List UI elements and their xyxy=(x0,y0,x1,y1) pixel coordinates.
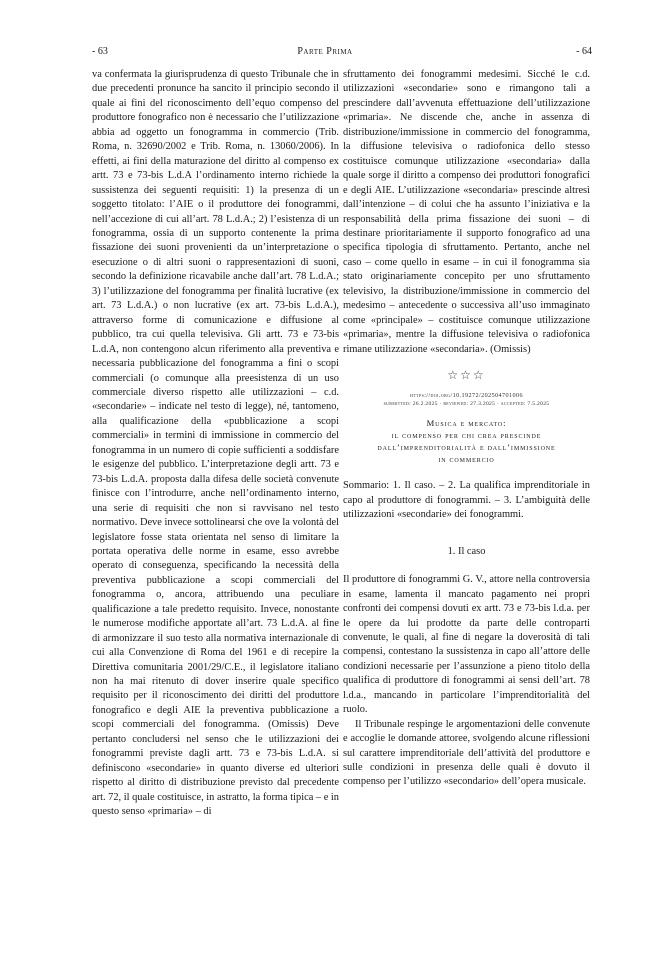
article-summary: Sommario: 1. Il caso. – 2. La qualifica imprenditoriale in capo al produttore di fonogrammi. – 3. L’ambiguità delle utilizzazioni «secondarie» dei fonogrammi. xyxy=(343,480,590,521)
section-break-stars: ☆☆☆ xyxy=(447,368,486,383)
running-head-title: Parte Prima xyxy=(297,46,353,57)
left-column-paragraph: va confermata la giurisprudenza di questo Tribunale che in due precedenti pronunce ha sancito il principio secondo il quale ai fini del riconoscimento dell’equo compenso del produttore fonografico non è necessario che l’utilizzazione abbia ad oggetto un fonogramma in commercio (Trib. Roma, n. 32690/2002 e Trib. Roma, n. 13060/2006). In effetti, ai fini della maturazione del diritto al compenso ex artt. 73 e 73-bis L.d.A l’ordinamento interno richiede la sussistenza dei seguenti requisiti: 1) la presenza di un soggetto titolato: l’AIE o il produttore dei fonogrammi, nell’accezione di cui all’art. 78 L.d.A.; 2) l’esistenza di un fonogramma, ossia di un supporto contenente la prima fissazione dei suoni provenienti da un’interpretazione o esecuzione o di altri suoni o rappresentazioni di suoni, secondo la definizione ricavabile anche dall’art. 78 L.d.A.; 3) l’utilizzazione del fonogramma per finalità lucrative (ex art. 73 L.d.A.) o non lucrative (ex art. 73-bis L.d.A.), attraverso forme di comunicazione e diffusione al pubblico, tra cui quella televisiva. Gli artt. 73 e 73-bis L.d.A, non contengono alcun riferimento alla preventiva e necessaria pubblicazione del fonogramma a fini o scopi commerciali (o comunque alla preesistenza di un uso commerciale diverso rispetto alle utilizzazioni – c.d. «secondarie» – indicate nel testo di legge), né, tantomeno, alla qualificazione della «pubblicazione a scopi commerciali» in termini di immissione in commercio del fonogramma in un numero di copie sufficienti a soddisfare le esigenze del pubblico. L’interpretazione degli artt. 73 e 73-bis L.d.A. proposta dalla difesa delle società convenute finisce con l’introdurre, anche nell’ordinamento interno, una serie di requisiti che non si ravvisano nel testo normativo. Deve invece sottolinearsi che ove la volontà del legislatore fosse stata orientata nel senso di limitare la portata operativa delle norme in esame, esso avrebbe operato di conseguenza, specificando la necessità della preventiva pubblicazione a scopi commerciali del fonogramma o, ancora, attribuendo una peculiare qualificazione a tale predetto requisito. Invece, nonostante le numerose modifiche apportate all’art. 73 L.d.A. al fine di armonizzare il suo testo alla normativa internazionale di cui alla Convenzione di Roma del 1961 e di recepire la Direttiva comunitaria 2001/29/C.E., il legislatore italiano non ha mai ritenuto di dover inserire quale specifico requisito per il riconoscimento dei diritti del produttore fonografico e degli AIE la preventiva pubblicazione a scopi commerciali del fonogramma. (Omissis) Deve pertanto concludersi nel senso che le utilizzazioni dei fonogrammi previste dagli artt. 73 e 73-bis L.d.A. si definiscono «secondarie» in quanto diverse ed ulteriori rispetto al diritto di distribuzione previsto dal precedente art. 72, il quale costituisce, in astratto, la forma tipica – e in questo senso «primaria» – di xyxy=(92,69,339,818)
body-paragraph-2: Il Tribunale respinge le argomentazioni delle convenute e accoglie le domande attoree, svolgendo alcune riflessioni sul carattere imprenditoriale dell’attività del produttore e sulle condizioni in presenza delle quali è dovuto il compenso per l’utilizzo «secondario» dell’opera musicale. xyxy=(343,718,590,788)
article-title-line-3: dall’imprenditorialità e dall’immissione xyxy=(377,441,556,452)
submission-dates: submitted: 26.2.2025 · reviewed: 27.3.2025 · accepted: 7.5.2025 xyxy=(383,400,550,407)
article-title-line-1: Musica e mercato: xyxy=(426,417,507,428)
section-title: 1. Il caso xyxy=(447,545,486,557)
body-paragraph-1: Il produttore di fonogrammi G. V., attore nella controversia in esame, lamenta il mancato pagamento nei propri confronti dei compensi dovuti ex artt. 73 e 73-bis l.d.a. per le opere da lui prodotte da parte delle controparti convenute, le quali, al fine di negare la doverosità di tali compensi, contestano la sussistenza in capo all’attore delle condizioni necessarie per l’assunzione a pieno titolo della qualifica di produttore di fonogrammi ai sensi dell’art. 78 l.d.a., mancando in particolare l’imprenditorialità del ruolo. xyxy=(343,574,590,716)
right-column-continuation: sfruttamento dei fonogrammi medesimi. Sicché le c.d. utilizzazioni «secondarie» sono e rimangono tali a prescindere dall’avvenuta effettuazione dell’utilizzazione «primaria». Ne discende che, anche in assenza di distribuzione/immissione in commercio del fonogramma, la diffusione televisiva o radiofonica dello stesso costituisce comunque utilizzazione «secondaria» dalla quale sorge il diritto a compenso dei produttori fonografici e degli AIE. L’utilizzazione «secondaria» prescinde altresì dall’intenzione – di colui che ha assunto l’iniziativa e la responsabilità della prima fissazione dei suoni – di destinare prioritariamente il supporto fonografico ad una specifica tipologia di sfruttamento. Pertanto, anche nel caso – come quello in esame – in cui il fonogramma sia stato originariamente concepito per uno sfruttamento televisivo, la distribuzione/immissione in commercio del medesimo – antecedente o successiva all’uso immaginato come «principale» – costituisce comunque utilizzazione «primaria», mentre la diffusione televisiva o radiofonica rimane utilizzazione «secondaria». (Omissis) xyxy=(343,69,590,355)
left-column xyxy=(92,68,339,820)
article-title xyxy=(343,417,590,466)
article-title-line-2: il compenso per chi crea prescinde xyxy=(391,429,542,440)
article-title-line-4: in commercio xyxy=(438,454,495,465)
right-page-number: - 64 xyxy=(576,46,592,57)
left-page-number: - 63 xyxy=(92,46,108,57)
right-column xyxy=(343,68,590,790)
doi-link[interactable]: https://doi.org/10.19272/202504701006 xyxy=(409,391,524,399)
